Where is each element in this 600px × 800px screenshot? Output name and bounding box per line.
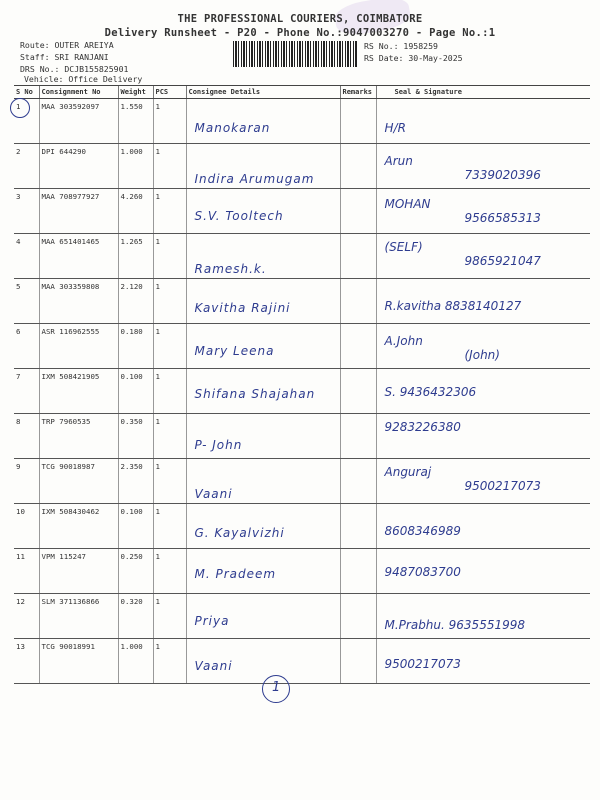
signature-text: 9283226380 bbox=[384, 420, 461, 434]
remarks-cell bbox=[340, 459, 376, 504]
remarks-cell bbox=[340, 369, 376, 414]
page-mark: 1 bbox=[272, 680, 281, 695]
row-number: 5 bbox=[14, 279, 39, 324]
row-number: 11 bbox=[14, 549, 39, 594]
signature-cell bbox=[376, 639, 590, 684]
consignment-number: VPM 115247 bbox=[39, 549, 118, 594]
row-number: 7 bbox=[14, 369, 39, 414]
pcs-value: 1 bbox=[153, 504, 186, 549]
signature-cell bbox=[376, 234, 590, 279]
row-number: 1 bbox=[14, 99, 39, 144]
route-label: Route: OUTER AREIYA bbox=[20, 40, 114, 50]
table-row bbox=[14, 504, 590, 549]
consignment-number: IXM 508430462 bbox=[39, 504, 118, 549]
weight-value: 4.260 bbox=[118, 189, 153, 234]
vehicle-label: Vehicle: Office Delivery bbox=[24, 74, 143, 84]
column-header: PCS bbox=[153, 86, 186, 99]
signature-text: (SELF) bbox=[384, 240, 423, 254]
signature-cell bbox=[376, 324, 590, 369]
signature-text: R.kavitha 8838140127 bbox=[384, 299, 522, 313]
consignment-number: TCG 90018987 bbox=[39, 459, 118, 504]
table-row bbox=[14, 324, 590, 369]
delivery-table bbox=[14, 85, 590, 684]
signature-note: (John) bbox=[464, 348, 500, 362]
row-number: 2 bbox=[14, 144, 39, 189]
signature-cell bbox=[376, 369, 590, 414]
pcs-value: 1 bbox=[153, 459, 186, 504]
table-header-row bbox=[14, 86, 590, 99]
signature-note: 7339020396 bbox=[464, 168, 541, 182]
table-row bbox=[14, 234, 590, 279]
table-row bbox=[14, 459, 590, 504]
consignee-cell bbox=[186, 414, 340, 459]
signature-cell bbox=[376, 459, 590, 504]
row-number: 10 bbox=[14, 504, 39, 549]
signature-text: Arun bbox=[384, 154, 413, 168]
signature-cell bbox=[376, 414, 590, 459]
weight-value: 1.550 bbox=[118, 99, 153, 144]
runsheet-title: Delivery Runsheet - P20 - Phone No.:9047003270 - Page No.:1 bbox=[104, 27, 496, 39]
weight-value: 0.350 bbox=[118, 414, 153, 459]
table-row bbox=[14, 414, 590, 459]
pcs-value: 1 bbox=[153, 414, 186, 459]
signature-cell bbox=[376, 279, 590, 324]
consignment-number: DPI 644290 bbox=[39, 144, 118, 189]
pcs-value: 1 bbox=[153, 234, 186, 279]
consignment-number: TCG 90018991 bbox=[39, 639, 118, 684]
row-number: 4 bbox=[14, 234, 39, 279]
signature-cell bbox=[376, 189, 590, 234]
consignee-name: Manokaran bbox=[194, 121, 271, 135]
page-mark-circle bbox=[262, 675, 290, 703]
consignee-cell bbox=[186, 99, 340, 144]
signature-cell bbox=[376, 99, 590, 144]
consignee-name: Ramesh.k. bbox=[194, 262, 267, 276]
signature-cell bbox=[376, 549, 590, 594]
row-number: 12 bbox=[14, 594, 39, 639]
weight-value: 0.250 bbox=[118, 549, 153, 594]
consignee-cell bbox=[186, 594, 340, 639]
signature-text: S. 9436432306 bbox=[384, 385, 477, 399]
signature-cell bbox=[376, 504, 590, 549]
consignee-name: Mary Leena bbox=[194, 344, 275, 358]
rs-number: RS No.: 1958259 bbox=[364, 41, 438, 51]
consignment-number: MAA 708977927 bbox=[39, 189, 118, 234]
row-number: 6 bbox=[14, 324, 39, 369]
company-title: THE PROFESSIONAL COURIERS, COIMBATORE bbox=[177, 13, 423, 25]
remarks-cell bbox=[340, 504, 376, 549]
column-header: Consignment No bbox=[39, 86, 118, 99]
consignee-name: Shifana Shajahan bbox=[194, 387, 316, 401]
consignee-cell bbox=[186, 144, 340, 189]
pcs-value: 1 bbox=[153, 189, 186, 234]
consignment-number: IXM 508421905 bbox=[39, 369, 118, 414]
pcs-value: 1 bbox=[153, 594, 186, 639]
pcs-value: 1 bbox=[153, 549, 186, 594]
column-header: Weight bbox=[118, 86, 153, 99]
weight-value: 2.120 bbox=[118, 279, 153, 324]
barcode-image bbox=[233, 41, 358, 67]
consignee-name: S.V. Tooltech bbox=[194, 209, 284, 223]
staff-label: Staff: SRI RANJANI bbox=[20, 52, 109, 62]
rs-date: RS Date: 30-May-2025 bbox=[364, 53, 463, 63]
column-header: Consignee Details bbox=[186, 86, 340, 99]
column-header: S No bbox=[14, 86, 39, 99]
weight-value: 2.350 bbox=[118, 459, 153, 504]
pcs-value: 1 bbox=[153, 324, 186, 369]
weight-value: 0.100 bbox=[118, 369, 153, 414]
row-number: 3 bbox=[14, 189, 39, 234]
consignment-number: MAA 651401465 bbox=[39, 234, 118, 279]
column-header: Remarks bbox=[340, 86, 376, 99]
consignee-name: Vaani bbox=[194, 487, 233, 501]
drs-number: DRS No.: DCJB155825901 bbox=[20, 64, 129, 74]
table-row bbox=[14, 144, 590, 189]
signature-cell bbox=[376, 144, 590, 189]
consignment-number: MAA 303592097 bbox=[39, 99, 118, 144]
table-row bbox=[14, 549, 590, 594]
consignment-number: TRP 7960535 bbox=[39, 414, 118, 459]
signature-text: A.John bbox=[384, 334, 423, 348]
remarks-cell bbox=[340, 189, 376, 234]
table-row bbox=[14, 99, 590, 144]
consignee-cell bbox=[186, 639, 340, 684]
signature-text: 8608346989 bbox=[384, 524, 461, 538]
column-header: Seal & Signature bbox=[376, 86, 590, 99]
table-row bbox=[14, 189, 590, 234]
weight-value: 1.265 bbox=[118, 234, 153, 279]
consignee-name: Priya bbox=[194, 614, 230, 628]
pcs-value: 1 bbox=[153, 144, 186, 189]
consignee-name: M. Pradeem bbox=[194, 567, 277, 581]
table-row bbox=[14, 369, 590, 414]
consignee-name: P- John bbox=[194, 438, 243, 452]
consignee-name: Indira Arumugam bbox=[194, 172, 315, 186]
signature-text: 9500217073 bbox=[384, 657, 461, 671]
consignee-cell bbox=[186, 279, 340, 324]
remarks-cell bbox=[340, 324, 376, 369]
signature-text: 9487083700 bbox=[384, 565, 461, 579]
remarks-cell bbox=[340, 414, 376, 459]
weight-value: 0.180 bbox=[118, 324, 153, 369]
pcs-value: 1 bbox=[153, 639, 186, 684]
table-row bbox=[14, 639, 590, 684]
row-number: 8 bbox=[14, 414, 39, 459]
signature-text: Anguraj bbox=[384, 465, 432, 479]
consignee-cell bbox=[186, 459, 340, 504]
consignee-cell bbox=[186, 369, 340, 414]
weight-value: 1.000 bbox=[118, 639, 153, 684]
consignee-cell bbox=[186, 234, 340, 279]
consignee-cell bbox=[186, 189, 340, 234]
consignee-name: G. Kayalvizhi bbox=[194, 526, 285, 540]
table-row bbox=[14, 594, 590, 639]
pcs-value: 1 bbox=[153, 279, 186, 324]
consignee-cell bbox=[186, 324, 340, 369]
consignment-number: ASR 116962555 bbox=[39, 324, 118, 369]
remarks-cell bbox=[340, 279, 376, 324]
signature-note: 9566585313 bbox=[464, 211, 541, 225]
pcs-value: 1 bbox=[153, 369, 186, 414]
weight-value: 1.000 bbox=[118, 144, 153, 189]
consignee-cell bbox=[186, 549, 340, 594]
remarks-cell bbox=[340, 144, 376, 189]
signature-note: 9865921047 bbox=[464, 254, 541, 268]
consignment-number: MAA 303359808 bbox=[39, 279, 118, 324]
signature-text: H/R bbox=[384, 121, 406, 135]
signature-text: MOHAN bbox=[384, 197, 431, 211]
remarks-cell bbox=[340, 639, 376, 684]
pcs-value: 1 bbox=[153, 99, 186, 144]
consignee-cell bbox=[186, 504, 340, 549]
remarks-cell bbox=[340, 234, 376, 279]
consignee-name: Kavitha Rajini bbox=[194, 301, 291, 315]
remarks-cell bbox=[340, 594, 376, 639]
consignment-number: SLM 371136866 bbox=[39, 594, 118, 639]
row-number: 13 bbox=[14, 639, 39, 684]
row-circle-mark bbox=[10, 98, 30, 118]
weight-value: 0.100 bbox=[118, 504, 153, 549]
signature-text: M.Prabhu. 9635551998 bbox=[384, 618, 525, 632]
signature-cell bbox=[376, 594, 590, 639]
table-row bbox=[14, 279, 590, 324]
row-number: 9 bbox=[14, 459, 39, 504]
weight-value: 0.320 bbox=[118, 594, 153, 639]
consignee-name: Vaani bbox=[194, 659, 233, 673]
remarks-cell bbox=[340, 99, 376, 144]
remarks-cell bbox=[340, 549, 376, 594]
signature-note: 9500217073 bbox=[464, 479, 541, 493]
